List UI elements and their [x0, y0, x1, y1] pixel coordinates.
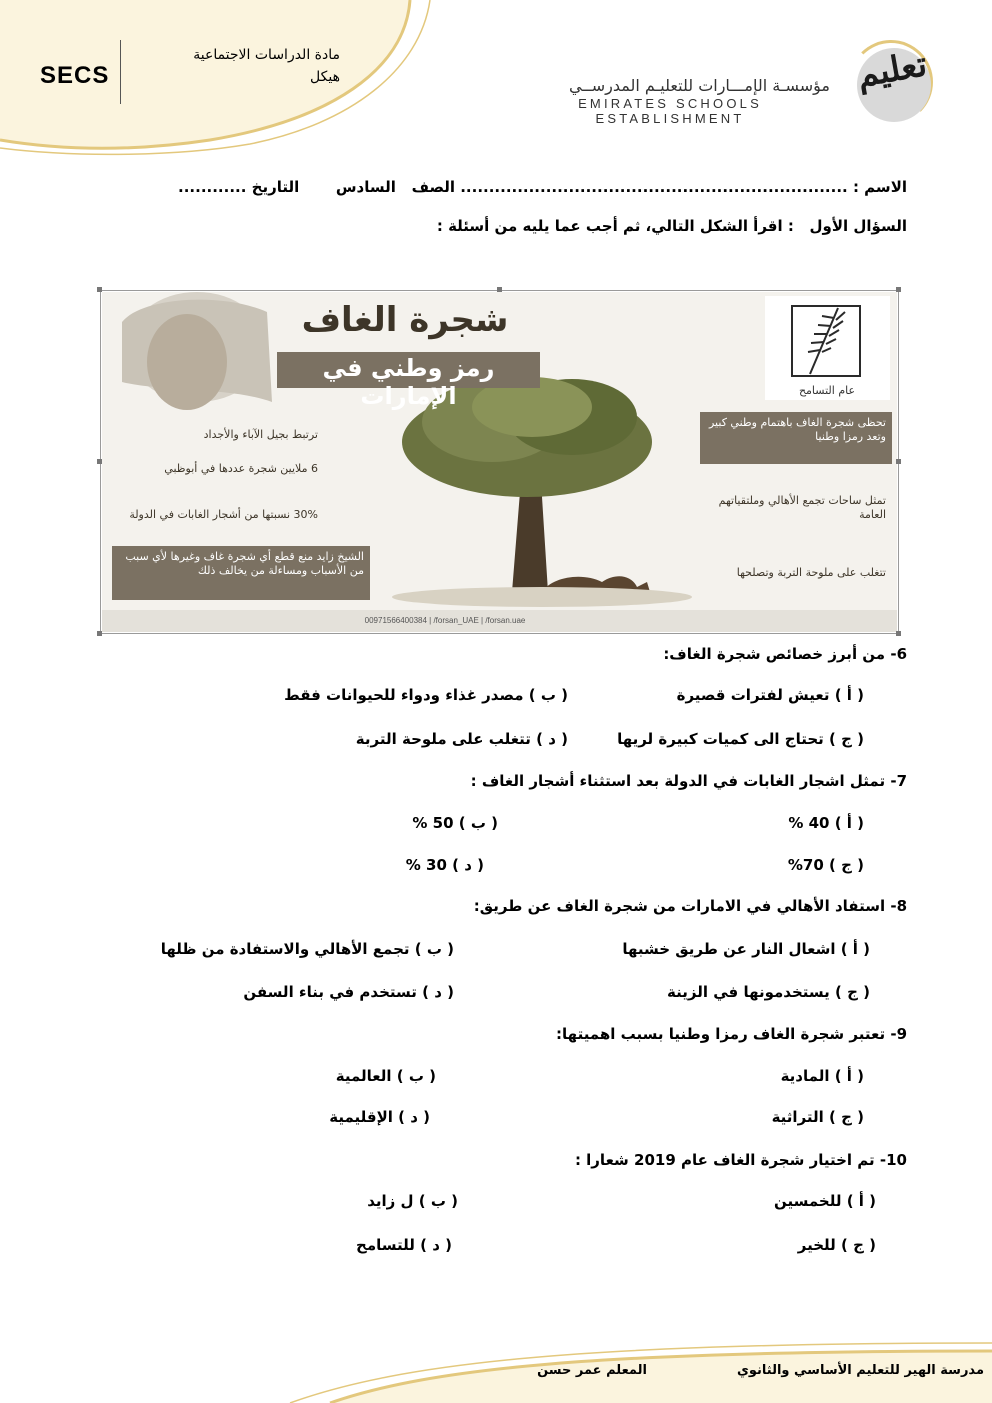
answer-option[interactable]: ( ج ) يستخدمونها في الزينة	[667, 983, 870, 1001]
resize-handle-icon[interactable]	[896, 631, 901, 636]
answer-option[interactable]: ( أ ) 40 %	[788, 814, 864, 832]
student-info-line	[178, 178, 907, 196]
name-field[interactable]: ....................................................................	[460, 178, 848, 196]
answer-option[interactable]: ( د ) تستخدم في بناء السفن	[243, 983, 454, 1001]
poster-fact-left-1: ترتبط بجيل الآباء والأجداد	[203, 428, 318, 441]
question-9	[556, 1025, 907, 1043]
question-number: 6-	[890, 645, 907, 663]
poster-fact-right-1: تحظى شجرة الغاف باهتمام وطني كبير وتعد رمزا وطنيا	[708, 416, 886, 443]
answer-option[interactable]: ( ج ) للخير	[797, 1236, 876, 1254]
resize-handle-icon[interactable]	[97, 287, 102, 292]
teacher-name: المعلم عمر حسن	[537, 1363, 647, 1378]
ghaf-leaf-icon	[790, 304, 862, 378]
answer-option[interactable]: ( أ ) اشعال النار عن طريق خشبها	[622, 940, 870, 958]
answer-option[interactable]: ( أ ) للخمسين	[773, 1192, 876, 1210]
grade-value: السادس	[335, 178, 396, 196]
question-number: 7-	[890, 772, 907, 790]
subject-block	[140, 44, 340, 88]
document-type: هيكل	[310, 69, 340, 85]
date-label: التاريخ	[251, 178, 300, 196]
name-label: الاسم :	[852, 178, 907, 196]
poster-fact-right-2: تمثل ساحات تجمع الأهالي وملتقياتهم العامة	[718, 494, 886, 521]
answer-option[interactable]: ( د ) الإقليمية	[329, 1108, 430, 1126]
question-number: 8-	[890, 897, 907, 915]
resize-handle-icon[interactable]	[497, 287, 502, 292]
resize-handle-icon[interactable]	[896, 459, 901, 464]
header-divider	[120, 40, 121, 104]
org-name-english: EMIRATES SCHOOLS ESTABLISHMENT	[578, 96, 762, 126]
question-text: تعتبر شجرة الغاف رمزا وطنيا بسبب اهميتها:	[556, 1025, 886, 1043]
school-name: مدرسة الهير للتعليم الأساسي والثانوي	[736, 1363, 984, 1378]
brand-code: SECS	[40, 62, 110, 89]
question-text: تمثل اشجار الغابات في الدولة بعد استثناء أشجار الغاف :	[470, 772, 886, 790]
answer-option[interactable]: ( ج ) 70%	[787, 856, 864, 874]
date-field[interactable]: ............	[178, 178, 247, 196]
question-text: تم اختيار شجرة الغاف عام 2019 شعارا :	[574, 1151, 875, 1169]
answer-option[interactable]: ( ب ) مصدر غذاء ودواء للحيوانات فقط	[284, 686, 568, 704]
question-text: استفاد الأهالي في الامارات من شجرة الغاف عن طريق:	[473, 897, 886, 915]
answer-option[interactable]: ( ب ) 50 %	[412, 814, 498, 832]
question-one-label: السؤال الأول	[809, 217, 907, 235]
poster-fact-left-2: 6 ملايين شجرة عددها في أبوظبي	[164, 462, 318, 475]
poster-fact-right-3: تتغلب على ملوحة التربة وتصلحها	[736, 566, 886, 579]
resize-handle-icon[interactable]	[97, 459, 102, 464]
answer-option[interactable]: ( أ ) تعيش لفترات قصيرة	[676, 686, 864, 704]
answer-option[interactable]: ( ج ) التراثية	[771, 1108, 864, 1126]
poster-subtitle: رمز وطني في الإمارات	[322, 354, 495, 410]
answer-option[interactable]: ( د ) للتسامح	[356, 1236, 452, 1254]
subject-title: مادة الدراسات الاجتماعية	[193, 47, 340, 63]
question-7	[471, 772, 907, 790]
question-6	[663, 645, 907, 663]
footer-decoration	[0, 1313, 992, 1403]
resize-handle-icon[interactable]	[896, 287, 901, 292]
poster-fact-left-3: 30% نسبتها من أشجار الغابات في الدولة	[129, 508, 318, 521]
answer-option[interactable]: ( ب ) العالمية	[335, 1067, 436, 1085]
poster-title: شجرة الغاف	[301, 300, 509, 340]
question-one-instruction: : اقرأ الشكل التالي، ثم أجب عما يليه من أسئلة :	[436, 217, 794, 235]
answer-option[interactable]: ( د ) تتغلب على ملوحة التربة	[355, 730, 568, 748]
question-one-heading	[437, 217, 907, 235]
answer-option[interactable]: ( أ ) المادية	[780, 1067, 864, 1085]
question-8	[474, 897, 907, 915]
answer-option[interactable]: ( ب ) ل زايد	[367, 1192, 458, 1210]
answer-option[interactable]: ( ب ) تجمع الأهالي والاستفادة من ظلها	[160, 940, 454, 958]
question-text: من أبرز خصائص شجرة الغاف:	[663, 645, 886, 663]
grade-label: الصف	[411, 178, 455, 196]
resize-handle-icon[interactable]	[97, 631, 102, 636]
answer-option[interactable]: ( ج ) تحتاج الى كميات كبيرة لريها	[617, 730, 864, 748]
tolerance-year-caption: عام التسامح	[798, 384, 856, 397]
question-10	[575, 1151, 907, 1169]
org-name-arabic: مؤسسـة الإمـــارات للتعليـم المدرســي	[569, 76, 830, 95]
poster-contact-footer: 00971566400384 | /forsan_UAE | /forsan.uae	[364, 616, 526, 625]
taleem-logo: تعليم	[854, 44, 930, 96]
question-number: 10-	[879, 1151, 907, 1169]
answer-option[interactable]: ( د ) 30 %	[405, 856, 484, 874]
poster-notice: الشيخ زايد منع قطع أي شجرة غاف وغيرها لأي سبب من الأسباب ومساءلة من يخالف ذلك	[125, 550, 364, 577]
question-number: 9-	[890, 1025, 907, 1043]
